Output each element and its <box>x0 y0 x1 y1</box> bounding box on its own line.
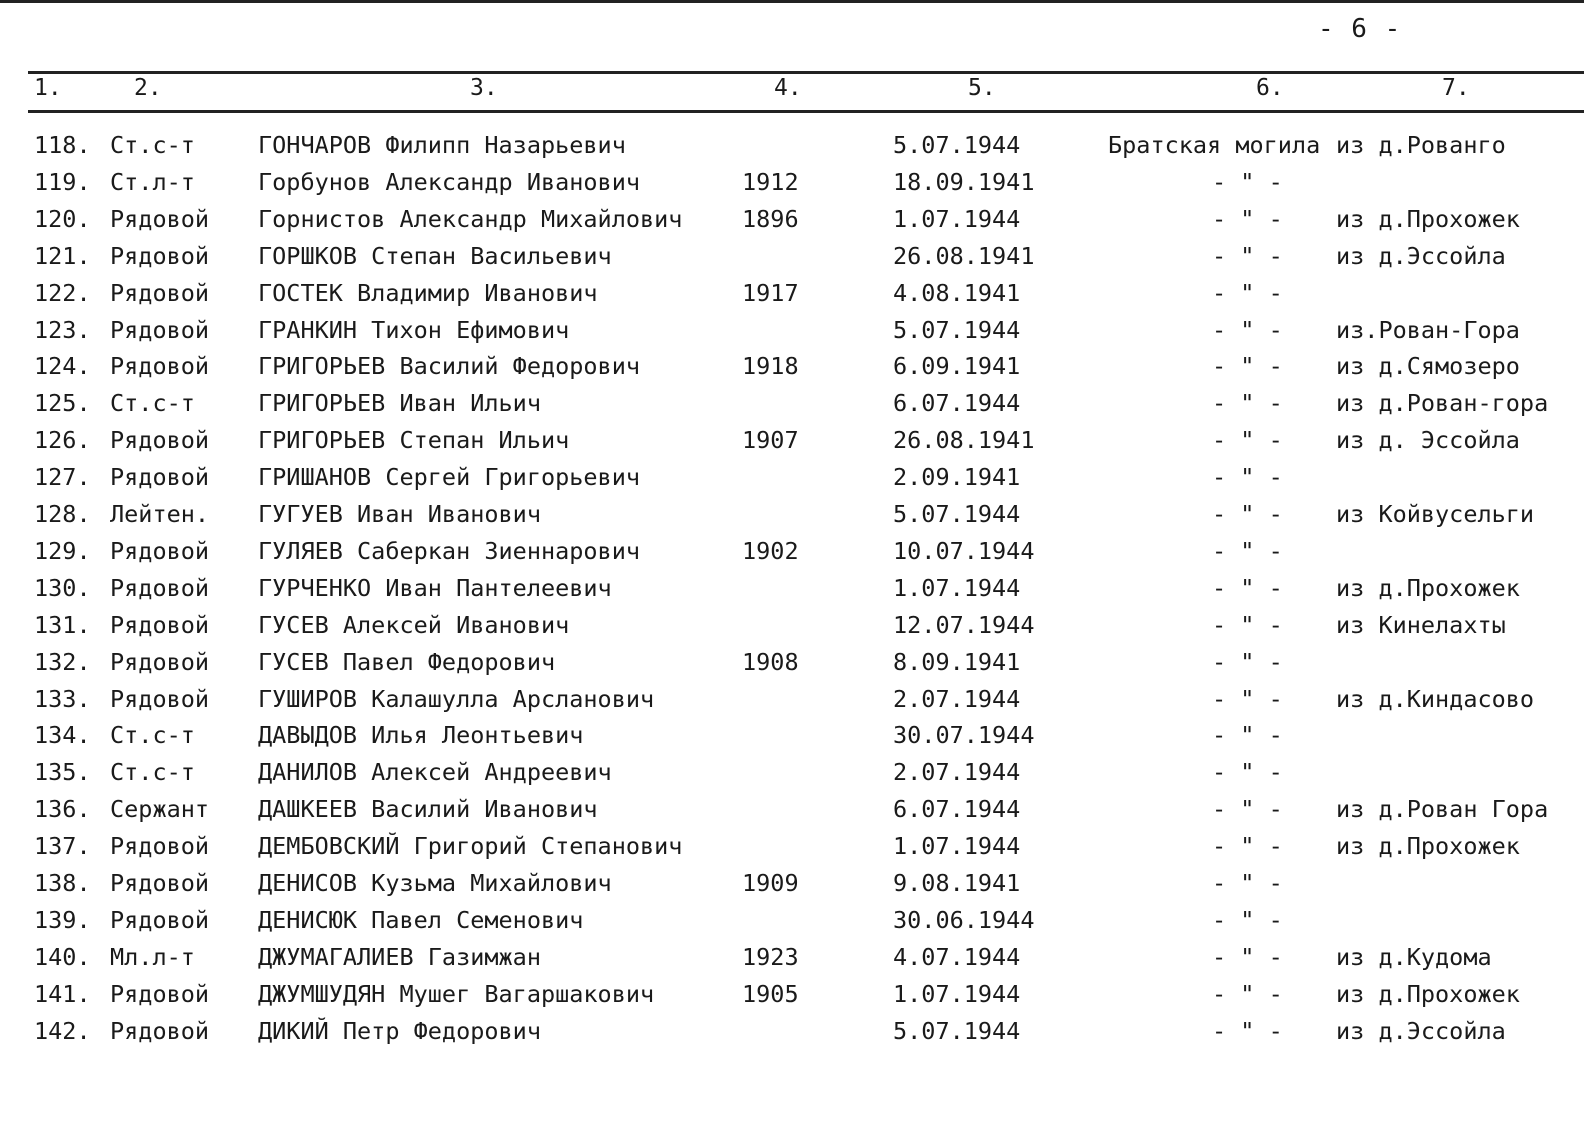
row-full-name: ГУГУЕВ Иван Иванович <box>258 500 541 528</box>
row-rank: Рядовой <box>110 352 210 380</box>
row-rank: Ст.с-т <box>110 131 195 159</box>
row-birth-year: 1918 <box>742 352 799 380</box>
row-death-date: 1.07.1944 <box>893 832 1021 860</box>
column-header-6: 6. <box>1256 75 1284 101</box>
row-number: 138. <box>34 869 91 897</box>
table-row <box>0 979 1584 1016</box>
row-burial-place: - " - <box>1212 648 1283 676</box>
row-number: 129. <box>34 537 91 565</box>
row-burial-place: - " - <box>1212 611 1283 639</box>
table-row <box>0 278 1584 315</box>
table-row <box>0 204 1584 241</box>
column-header-2: 2. <box>134 75 162 101</box>
row-birth-year: 1907 <box>742 426 799 454</box>
table-row <box>0 388 1584 425</box>
row-number: 120. <box>34 205 91 233</box>
row-burial-place: - " - <box>1212 168 1283 196</box>
table-row <box>0 831 1584 868</box>
table-row <box>0 720 1584 757</box>
row-rank: Рядовой <box>110 463 210 491</box>
row-death-date: 30.07.1944 <box>893 721 1035 749</box>
row-full-name: ДЖУМШУДЯН Мушег Вагаршакович <box>258 980 655 1008</box>
row-burial-place: - " - <box>1212 1017 1283 1045</box>
row-burial-place: - " - <box>1212 352 1283 380</box>
row-full-name: ГРИГОРЬЕВ Иван Ильич <box>258 389 541 417</box>
row-rank: Рядовой <box>110 648 210 676</box>
row-burial-place: - " - <box>1212 426 1283 454</box>
row-full-name: Горнистов Александр Михайлович <box>258 205 683 233</box>
row-death-date: 26.08.1941 <box>893 426 1035 454</box>
row-birth-year: 1902 <box>742 537 799 565</box>
row-burial-place: - " - <box>1212 685 1283 713</box>
table-row <box>0 610 1584 647</box>
row-burial-place: Братская могила <box>1108 131 1321 159</box>
row-number: 122. <box>34 279 91 307</box>
row-full-name: ДАНИЛОВ Алексей Андреевич <box>258 758 612 786</box>
row-full-name: ДЖУМАГАЛИЕВ Газимжан <box>258 943 541 971</box>
row-rank: Рядовой <box>110 611 210 639</box>
row-rank: Рядовой <box>110 1017 210 1045</box>
row-rank: Рядовой <box>110 537 210 565</box>
row-number: 126. <box>34 426 91 454</box>
row-number: 135. <box>34 758 91 786</box>
row-birth-year: 1917 <box>742 279 799 307</box>
row-rank: Рядовой <box>110 906 210 934</box>
row-full-name: ДЕНИСОВ Кузьма Михайлович <box>258 869 612 897</box>
row-rank: Рядовой <box>110 574 210 602</box>
row-burial-place: - " - <box>1212 316 1283 344</box>
column-header-5: 5. <box>968 75 996 101</box>
row-origin: из д.Прохожек <box>1336 205 1520 233</box>
row-origin: из д.Прохожек <box>1336 832 1520 860</box>
row-full-name: ГУСЕВ Алексей Иванович <box>258 611 570 639</box>
row-birth-year: 1912 <box>742 168 799 196</box>
row-burial-place: - " - <box>1212 758 1283 786</box>
row-birth-year: 1908 <box>742 648 799 676</box>
row-burial-place: - " - <box>1212 242 1283 270</box>
table-row <box>0 942 1584 979</box>
header-rule-top <box>28 71 1584 74</box>
row-rank: Рядовой <box>110 980 210 1008</box>
row-death-date: 6.07.1944 <box>893 389 1021 417</box>
table-row <box>0 167 1584 204</box>
row-rank: Рядовой <box>110 869 210 897</box>
row-rank: Рядовой <box>110 205 210 233</box>
row-full-name: Горбунов Александр Иванович <box>258 168 641 196</box>
row-number: 123. <box>34 316 91 344</box>
top-edge-rule <box>0 0 1584 3</box>
row-origin: из д.Прохожек <box>1336 574 1520 602</box>
row-origin: из д.Сямозеро <box>1336 352 1520 380</box>
row-death-date: 4.07.1944 <box>893 943 1021 971</box>
row-death-date: 6.09.1941 <box>893 352 1021 380</box>
row-number: 132. <box>34 648 91 676</box>
row-burial-place: - " - <box>1212 500 1283 528</box>
row-origin: из д.Рованго <box>1336 131 1506 159</box>
row-burial-place: - " - <box>1212 869 1283 897</box>
row-origin: из Кинелахты <box>1336 611 1506 639</box>
row-origin: из д.Кудома <box>1336 943 1492 971</box>
row-death-date: 1.07.1944 <box>893 980 1021 1008</box>
row-rank: Ст.с-т <box>110 389 195 417</box>
row-number: 130. <box>34 574 91 602</box>
row-burial-place: - " - <box>1212 980 1283 1008</box>
row-full-name: ГУШИРОВ Калашулла Арсланович <box>258 685 655 713</box>
row-birth-year: 1896 <box>742 205 799 233</box>
row-death-date: 6.07.1944 <box>893 795 1021 823</box>
row-origin: из д.Эссойла <box>1336 242 1506 270</box>
row-burial-place: - " - <box>1212 389 1283 417</box>
row-full-name: ГУЛЯЕВ Саберкан Зиеннарович <box>258 537 641 565</box>
row-burial-place: - " - <box>1212 795 1283 823</box>
row-burial-place: - " - <box>1212 906 1283 934</box>
row-death-date: 1.07.1944 <box>893 205 1021 233</box>
row-rank: Сержант <box>110 795 210 823</box>
row-number: 128. <box>34 500 91 528</box>
table-row <box>0 905 1584 942</box>
table-row <box>0 536 1584 573</box>
row-number: 124. <box>34 352 91 380</box>
row-rank: Мл.л-т <box>110 943 195 971</box>
row-origin: из д. Эссойла <box>1336 426 1520 454</box>
row-rank: Рядовой <box>110 279 210 307</box>
row-full-name: ГОСТЕК Владимир Иванович <box>258 279 598 307</box>
table-row <box>0 425 1584 462</box>
row-full-name: ДЕНИСЮК Павел Семенович <box>258 906 584 934</box>
header-rule-bottom <box>28 110 1584 113</box>
row-burial-place: - " - <box>1212 721 1283 749</box>
table-row <box>0 130 1584 167</box>
table-row <box>0 868 1584 905</box>
row-origin: из д.Эссойла <box>1336 1017 1506 1045</box>
row-burial-place: - " - <box>1212 537 1283 565</box>
row-number: 137. <box>34 832 91 860</box>
row-origin: из д.Прохожек <box>1336 980 1520 1008</box>
row-origin: из д.Рован-гора <box>1336 389 1549 417</box>
table-row <box>0 647 1584 684</box>
row-birth-year: 1905 <box>742 980 799 1008</box>
row-full-name: ГУСЕВ Павел Федорович <box>258 648 556 676</box>
row-death-date: 5.07.1944 <box>893 131 1021 159</box>
row-birth-year: 1909 <box>742 869 799 897</box>
table-row <box>0 462 1584 499</box>
column-header-3: 3. <box>470 75 498 101</box>
row-death-date: 5.07.1944 <box>893 500 1021 528</box>
row-burial-place: - " - <box>1212 574 1283 602</box>
row-number: 141. <box>34 980 91 1008</box>
row-rank: Рядовой <box>110 426 210 454</box>
row-death-date: 8.09.1941 <box>893 648 1021 676</box>
row-number: 121. <box>34 242 91 270</box>
table-row <box>0 794 1584 831</box>
row-birth-year: 1923 <box>742 943 799 971</box>
row-rank: Лейтен. <box>110 500 210 528</box>
row-death-date: 2.07.1944 <box>893 685 1021 713</box>
row-rank: Рядовой <box>110 832 210 860</box>
row-full-name: ГРАНКИН Тихон Ефимович <box>258 316 570 344</box>
row-number: 118. <box>34 131 91 159</box>
row-death-date: 26.08.1941 <box>893 242 1035 270</box>
row-number: 125. <box>34 389 91 417</box>
table-row <box>0 351 1584 388</box>
row-origin: из д.Киндасово <box>1336 685 1535 713</box>
row-number: 134. <box>34 721 91 749</box>
row-origin: из Койвусельги <box>1336 500 1535 528</box>
row-rank: Ст.с-т <box>110 758 195 786</box>
row-death-date: 2.09.1941 <box>893 463 1021 491</box>
table-row <box>0 315 1584 352</box>
column-header-4: 4. <box>774 75 802 101</box>
column-header-1: 1. <box>34 75 62 101</box>
row-number: 133. <box>34 685 91 713</box>
row-full-name: ГУРЧЕНКО Иван Пантелеевич <box>258 574 612 602</box>
row-death-date: 9.08.1941 <box>893 869 1021 897</box>
table-row <box>0 1016 1584 1053</box>
page-number: - 6 - <box>1318 14 1402 44</box>
row-full-name: ГРИГОРЬЕВ Степан Ильич <box>258 426 570 454</box>
row-origin: из д.Рован Гора <box>1336 795 1549 823</box>
row-number: 127. <box>34 463 91 491</box>
row-number: 140. <box>34 943 91 971</box>
row-full-name: ДАШКЕЕВ Василий Иванович <box>258 795 598 823</box>
row-full-name: ДИКИЙ Петр Федорович <box>258 1017 541 1045</box>
row-death-date: 10.07.1944 <box>893 537 1035 565</box>
table-row <box>0 573 1584 610</box>
row-death-date: 5.07.1944 <box>893 1017 1021 1045</box>
row-full-name: ГОНЧАРОВ Филипп Назарьевич <box>258 131 626 159</box>
row-number: 119. <box>34 168 91 196</box>
row-rank: Ст.с-т <box>110 721 195 749</box>
row-death-date: 18.09.1941 <box>893 168 1035 196</box>
row-full-name: ДАВЫДОВ Илья Леонтьевич <box>258 721 584 749</box>
row-burial-place: - " - <box>1212 463 1283 491</box>
row-number: 142. <box>34 1017 91 1045</box>
row-rank: Рядовой <box>110 316 210 344</box>
row-rank: Рядовой <box>110 685 210 713</box>
table-row <box>0 241 1584 278</box>
row-death-date: 5.07.1944 <box>893 316 1021 344</box>
row-death-date: 30.06.1944 <box>893 906 1035 934</box>
column-header-7: 7. <box>1442 75 1470 101</box>
row-full-name: ГОРШКОВ Степан Васильевич <box>258 242 612 270</box>
row-number: 131. <box>34 611 91 639</box>
table-row <box>0 499 1584 536</box>
row-full-name: ГРИШАНОВ Сергей Григорьевич <box>258 463 641 491</box>
table-row <box>0 757 1584 794</box>
row-number: 139. <box>34 906 91 934</box>
table-row <box>0 684 1584 721</box>
row-death-date: 12.07.1944 <box>893 611 1035 639</box>
row-rank: Ст.л-т <box>110 168 195 196</box>
row-burial-place: - " - <box>1212 279 1283 307</box>
row-rank: Рядовой <box>110 242 210 270</box>
row-death-date: 1.07.1944 <box>893 574 1021 602</box>
row-burial-place: - " - <box>1212 943 1283 971</box>
row-origin: из.Рован-Гора <box>1336 316 1520 344</box>
row-number: 136. <box>34 795 91 823</box>
row-burial-place: - " - <box>1212 832 1283 860</box>
row-death-date: 4.08.1941 <box>893 279 1021 307</box>
row-full-name: ДЕМБОВСКИЙ Григорий Степанович <box>258 832 683 860</box>
row-death-date: 2.07.1944 <box>893 758 1021 786</box>
row-full-name: ГРИГОРЬЕВ Василий Федорович <box>258 352 641 380</box>
row-burial-place: - " - <box>1212 205 1283 233</box>
